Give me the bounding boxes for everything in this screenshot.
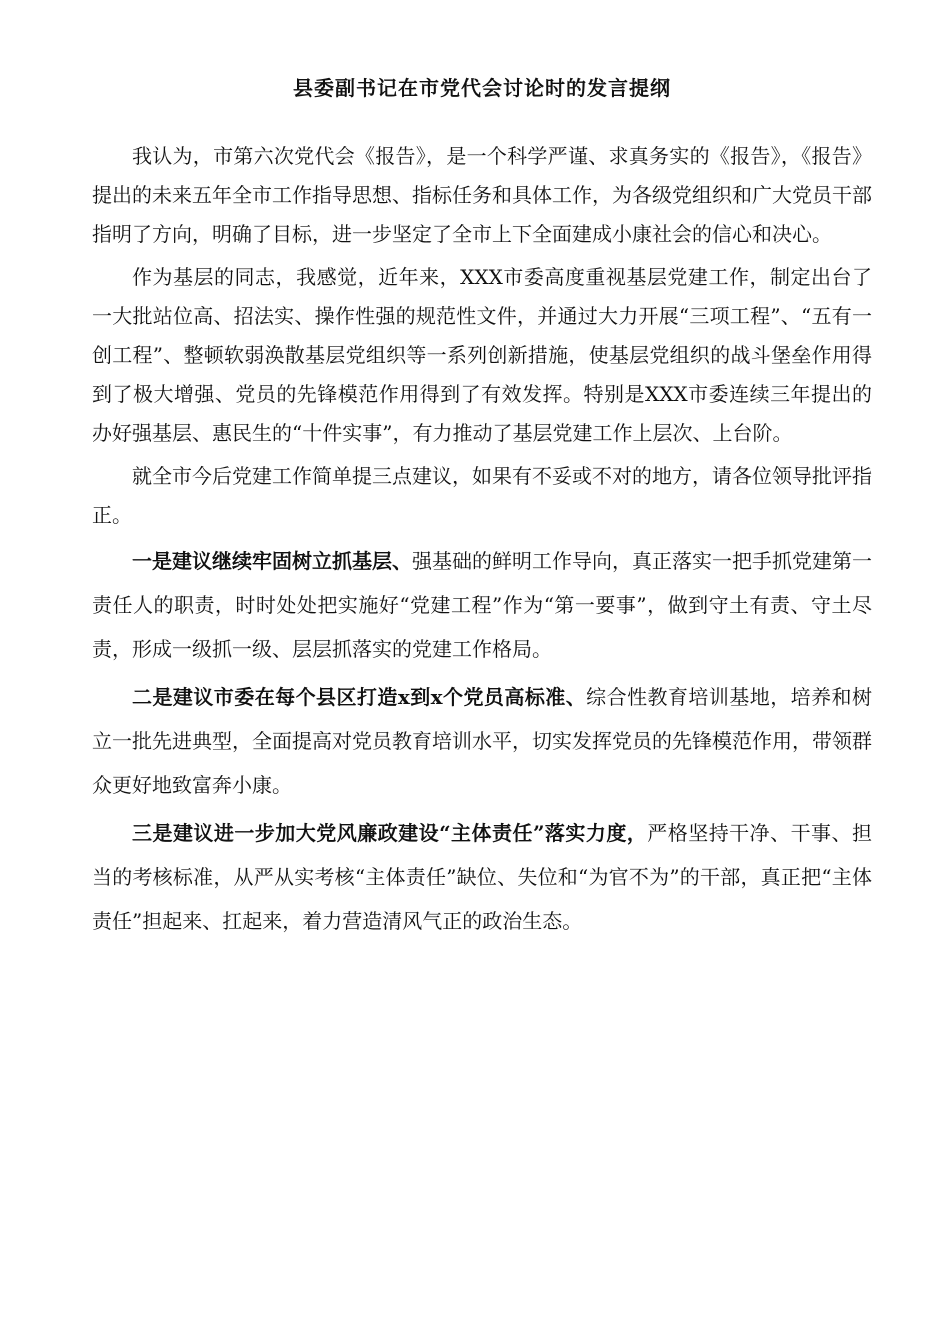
document-title: 县委副书记在市党代会讨论时的发言提纲: [293, 76, 671, 100]
paragraph-6-lead: 三是建议进一步加大党风廉政建设“主体责任”落实力度，: [132, 821, 648, 845]
paragraph-4: [92, 539, 872, 671]
paragraph-2: [92, 258, 872, 453]
paragraph-2-text: 作为基层的同志，我感觉，近年来，XXX市委高度重视基层党建工作，制定出台了一大批站位高、招法实、操作性强的规范性文件，并通过大力开展“三项工程”、“五有一创工程”、整顿软弱涣散基层党组织等一系列创新措施，使基层党组织的战斗堡垒作用得到了极大增强、党员的先锋模范作用得到了有效发挥。特别是XXX市委连续三年提出的办好强基层、惠民生的“十件实事”，有力推动了基层党建工作上层次、上台阶。: [92, 265, 872, 445]
paragraph-1: [92, 137, 872, 254]
paragraph-5: [92, 675, 872, 807]
paragraph-1-text: 我认为，市第六次党代会《报告》，是一个科学严谨、求真务实的《报告》，《报告》提出的未来五年全市工作指导思想、指标任务和具体工作，为各级党组织和广大党员干部指明了方向，明确了目标，进一步坚定了全市上下全面建成小康社会的信心和决心。: [92, 144, 872, 246]
paragraph-5-text: 综合性教育培训基地，培养和树立一批先进典型，全面提高对党员教育培训水平，切实发挥党员的先锋模范作用，带领群众更好地致富奔小康。: [92, 685, 873, 797]
paragraph-6-text: 严格坚持干净、干事、担当的考核标准，从严从实考核“主体责任”缺位、失位和“为官不为”的干部，真正把“主体责任”担起来、扛起来，着力营造清风气正的政治生态。: [92, 821, 872, 933]
paragraph-3: [92, 457, 872, 535]
paragraph-4-lead: 一是建议继续牢固树立抓基层、: [132, 549, 412, 573]
document-page: [92, 72, 872, 947]
paragraph-6: [92, 811, 872, 943]
paragraph-4-text: 强基础的鲜明工作导向，真正落实一把手抓党建第一责任人的职责，时时处处把实施好“党建工程”作为“第一要事”，做到守土有责、守土尽责，形成一级抓一级、层层抓落实的党建工作格局。: [92, 549, 872, 661]
paragraph-5-lead: 二是建议市委在每个县区打造x到x个党员高标准、: [132, 685, 587, 709]
paragraph-3-text: 就全市今后党建工作简单提三点建议，如果有不妥或不对的地方，请各位领导批评指正。: [92, 464, 872, 527]
